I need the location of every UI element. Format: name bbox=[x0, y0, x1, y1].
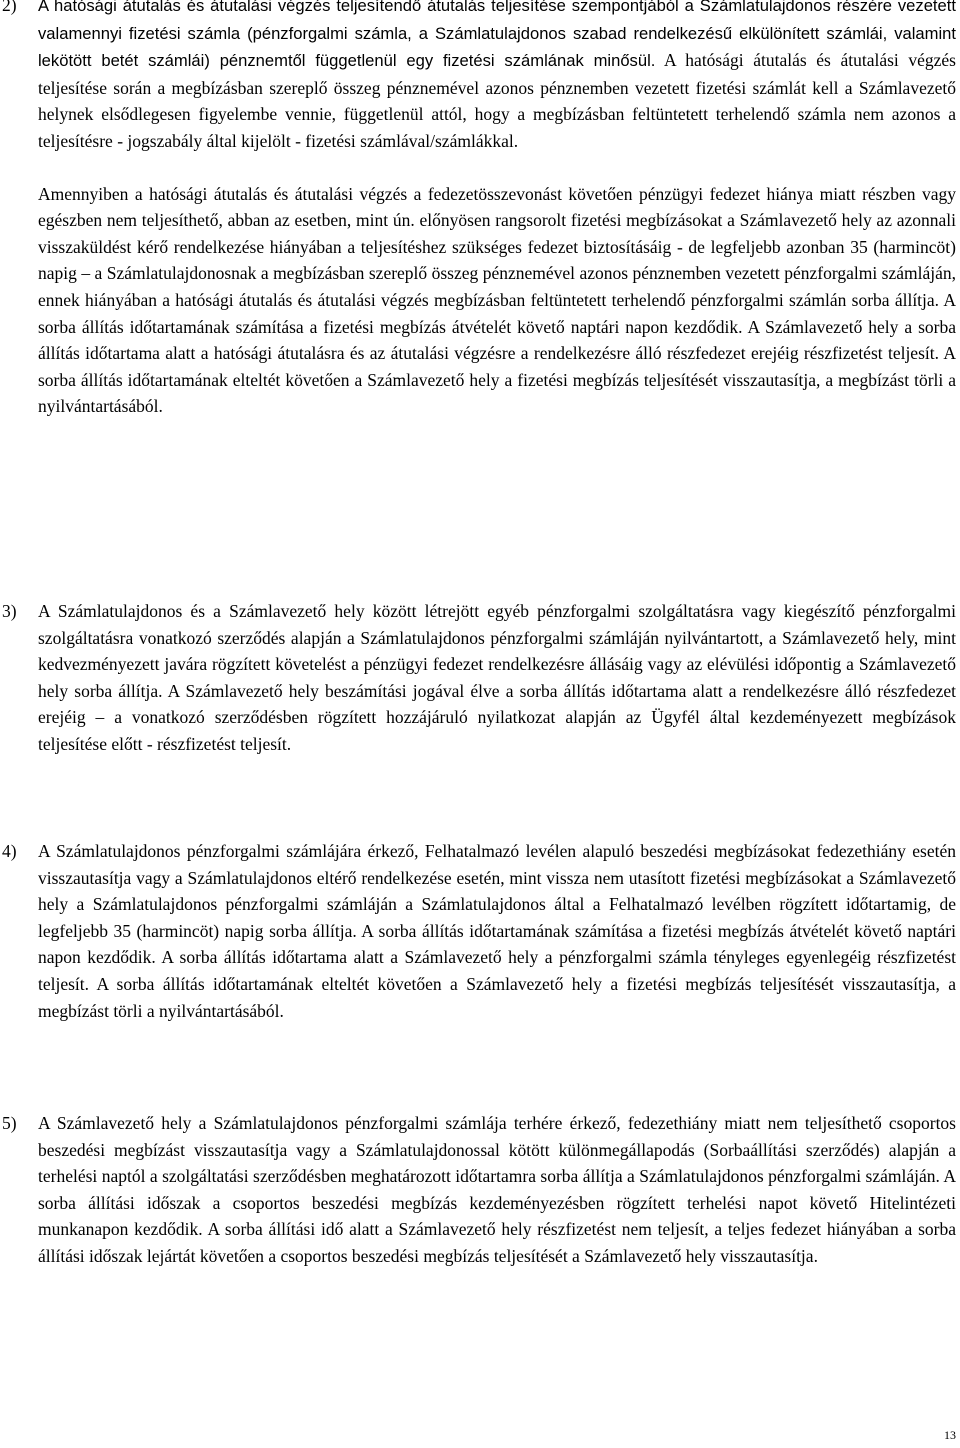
list-item-2 bbox=[0, 0, 956, 420]
paragraph bbox=[38, 181, 956, 420]
item-content bbox=[38, 0, 956, 420]
item-number: 4) bbox=[2, 841, 17, 861]
text-segment: Amennyiben a hatósági átutalás és átutalási végzés a fedezetösszevonást követően pénzügyi fedezet hiánya miatt részben vagy egészben nem teljesíthető, abban az esetben, mint ún. előnyösen rangsorolt fizetési megbízásokat a Számlavezető hely az azonnali visszaküldést kérő rendelkezése hiányában a teljesítéshez szükséges fedezet biztosításáig - de legfeljebb azonban 35 (harmincöt) napig – a Számlatulajdonosnak a megbízásban szereplő összeg pénznemével azonos pénznemben vezetett pénzforgalmi számláján, ennek hiányában a hatósági átutalás és átutalási végzés megbízásban feltüntetett terhelendő pénzforgalmi számlán sorba állítja. A sorba állítás időtartamának számítása a fizetési megbízás átvételét követő naptári napon kezdődik. A Számlavezető hely a sorba állítás időtartama alatt a hatósági átutalásra és az átutalási végzésre a rendelkezésre álló részfedezet erejéig részfizetést teljesít. A sorba állítás időtartamának elteltét követően a Számlavezető hely a fizetési megbízás teljesítését visszautasítja, a megbízást törli a nyilvántartásából. bbox=[38, 183, 956, 417]
paragraph bbox=[38, 1110, 956, 1270]
item-number: 2) bbox=[2, 0, 17, 15]
paragraph bbox=[38, 598, 956, 758]
list-item-3 bbox=[0, 598, 956, 758]
page-number: 13 bbox=[944, 1428, 956, 1442]
text-segment: A Számlatulajdonos pénzforgalmi számlájára érkező, Felhatalmazó levélen alapuló beszedési megbízásokat fedezethiány esetén visszautasítja vagy a Számlatulajdonos eltérő rendelkezése esetén, mint vissza nem utasított fizetési megbízásokat a Számlavezető hely a Számlatulajdonos pénzforgalmi számláján a Számlatulajdonos által a Felhatalmazó levélben rögzített időtartamig, de legfeljebb 35 (harmincöt) napig sorba állítja. A sorba állítás időtartamának számítása a fizetési megbízás átvételét követő naptári napon kezdődik. A sorba állítás időtartama alatt a Számlavezető hely a pénzforgalmi számla tényleges egyenlegéig részfizetést teljesít. A sorba állítás időtartamának elteltét követően a Számlavezető hely a fizetési megbízás teljesítését visszautasítja, a megbízást törli a nyilvántartásából. bbox=[38, 841, 956, 1021]
text-segment: A hatósági átutalás és átutalási végzés teljesítendő átutalás teljesítése szempontjából a Számlatulajdonos részére vezetett valamennyi fizetési számla (pénzforgalmi számla, a Számlatulajdonos szabad rendelkezésű elkülönített számlái, valamint lekötött betét számlái) pénznemtől függetlenül egy fizetési számlának minősül. bbox=[38, 0, 956, 71]
item-content bbox=[38, 598, 956, 758]
item-content bbox=[38, 1110, 956, 1270]
item-number: 3) bbox=[2, 601, 17, 621]
item-number: 5) bbox=[2, 1113, 17, 1133]
list-item-4 bbox=[0, 838, 956, 1024]
paragraph bbox=[38, 838, 956, 1024]
text-segment: A Számlavezető hely a Számlatulajdonos pénzforgalmi számlája terhére érkező, fedezethiány miatt nem teljesíthető csoportos beszedési megbízást visszautasítja vagy a Számlatulajdonossal kötött különmegállapodás (Sorbaállítási szerződés) alapján a terhelési naptól a szolgáltatási szerződésben meghatározott időtartamra sorba állítja a Számlatulajdonos pénzforgalmi számláján. A sorba állítási időszak a csoportos beszedési megbízás kezdeményezésben rögzített terhelési napot követő Hitelintézeti munkanapon kezdődik. A sorba állítási idő alatt a Számlavezető hely részfizetést nem teljesít, a teljes fedezet hiányában a sorba állítási időszak lejártát követően a csoportos beszedési megbízás teljesítését a Számlavezető hely visszautasítja. bbox=[38, 1113, 956, 1266]
item-content bbox=[38, 838, 956, 1024]
text-segment: A hatósági átutalás és átutalási végzés teljesítése során a megbízásban szereplő összeg pénznemével azonos pénznemben vezetett fizetési számlát kell a Számlavezető helynek elsődlegesen figyelembe vennie, függetlenül attól, hogy a megbízásban feltüntetett terhelendő számla nem azonos a teljesítésre - jogszabály által kijelölt - fizetési számlával/számlákkal. bbox=[38, 50, 956, 151]
list-item-5 bbox=[0, 1110, 956, 1270]
text-segment: A Számlatulajdonos és a Számlavezető hely között létrejött egyéb pénzforgalmi szolgáltatásra vagy kiegészítő pénzforgalmi szolgáltatásra vonatkozó szerződés alapján a Számlatulajdonos pénzforgalmi számláján nyilvántartott, a Számlavezető hely, mint kedvezményezett javára rögzített követelést a pénzügyi fedezet rendelkezésre állásáig vagy az elévülési időpontig a Számlavezető hely sorba állítja. A Számlavezető hely beszámítási jogával élve a sorba állítás időtartama alatt a rendelkezésre álló részfedezet erejéig – a vonatkozó szerződésben rögzített hozzájáruló nyilatkozat alapján az Ügyfél által kezdeményezett megbízások teljesítése előtt - részfizetést teljesít. bbox=[38, 601, 956, 754]
paragraph bbox=[38, 0, 956, 155]
